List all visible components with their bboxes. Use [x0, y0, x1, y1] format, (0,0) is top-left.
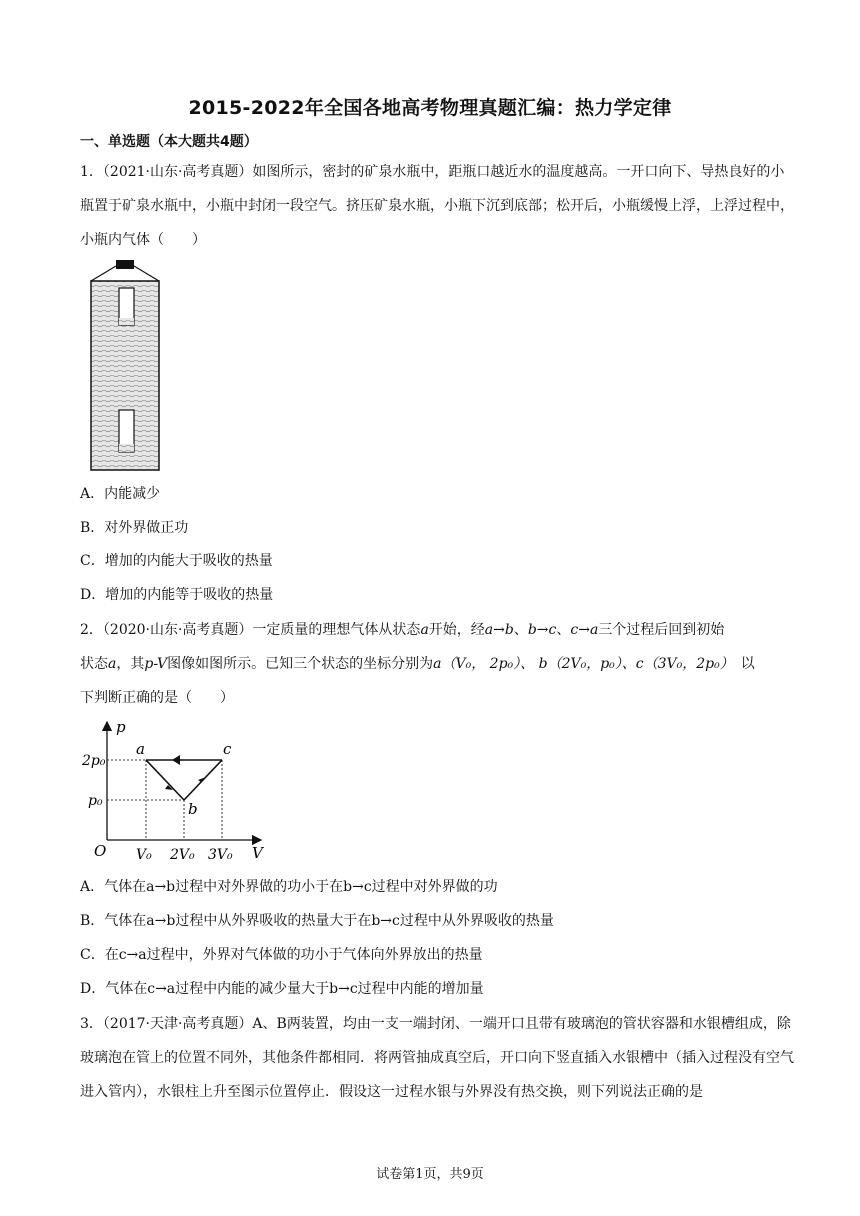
x-tick-3v0: 3V₀ — [208, 847, 233, 863]
y-tick-p0: p₀ — [88, 793, 103, 809]
question-2-line-2: 状态a，其p-V图像如图所示。已知三个状态的坐标分别为a（V₀， 2p₀）、 b（2V₀，p₀）、c（3V₀，2p₀） 以 — [80, 656, 755, 672]
bottle-figure — [86, 258, 168, 472]
v-axis-label: V — [252, 844, 263, 862]
question-1-text: 1．（2021·山东·高考真题）如图所示，密封的矿泉水瓶中，距瓶口越近水的温度越高。一开口向下、导热良好的小瓶置于矿泉水瓶中，小瓶中封闭一段空气。挤压矿泉水瓶，小瓶下沉到底部；松开后，小瓶缓慢上浮，上浮过程中，小瓶内气体（ ） — [80, 164, 794, 248]
q2-option-a[interactable]: A．气体在a→b过程中对外界做的功小于在b→c过程中对外界做的功 — [80, 879, 498, 895]
q2-option-c[interactable]: C．在c→a过程中，外界对气体做的功小于气体向外界放出的热量 — [80, 947, 483, 963]
page-title: 2015-2022年全国各地高考物理真题汇编：热力学定律 — [188, 97, 672, 119]
question-2-line-1: 2．（2020·山东·高考真题）一定质量的理想气体从状态a开始，经a→b、b→c、c→a三个过程后回到初始 — [80, 622, 725, 638]
q2-option-b[interactable]: B．气体在a→b过程中从外界吸收的热量大于在b→c过程中从外界吸收的热量 — [80, 913, 554, 929]
question-2-line-3: 下判断正确的是（ ） — [80, 690, 234, 706]
point-c-label: c — [223, 740, 232, 758]
page-footer: 试卷第1页，共9页 — [376, 1167, 484, 1182]
process-ab — [146, 760, 184, 800]
q1-option-c[interactable]: C．增加的内能大于吸收的热量 — [80, 553, 273, 569]
p-axis-label: p — [116, 718, 126, 736]
point-b-label: b — [188, 800, 198, 818]
pv-graph — [80, 718, 270, 866]
section-heading: 一、单选题（本大题共4题） — [80, 134, 258, 150]
q2-option-d[interactable]: D．气体在c→a过程中内能的减少量大于b→c过程中内能的增加量 — [80, 981, 484, 997]
q1-option-a[interactable]: A．内能减少 — [80, 486, 161, 502]
question-3-text: 3．（2017·天津·高考真题）A、B两装置，均由一支一端封闭、一端开口且带有玻璃泡的管状容器和水银槽组成，除玻璃泡在管上的位置不同外，其他条件都相同．将两管抽成真空后，开口向下竖直插入水银槽中（插入过程没有空气进入管内），水银柱上升至图示位置停止．假设这一过程水银与外界没有热交换，则下列说法正确的是 — [80, 1016, 794, 1100]
y-tick-2p0: 2p₀ — [82, 753, 106, 769]
q1-option-d[interactable]: D．增加的内能等于吸收的热量 — [80, 587, 274, 603]
q1-option-b[interactable]: B．对外界做正功 — [80, 520, 189, 536]
bottle-cap — [116, 260, 134, 269]
point-a-label: a — [136, 740, 145, 758]
x-tick-v0: V₀ — [136, 847, 152, 863]
origin-label: O — [94, 842, 107, 860]
x-tick-2v0: 2V₀ — [170, 847, 195, 863]
